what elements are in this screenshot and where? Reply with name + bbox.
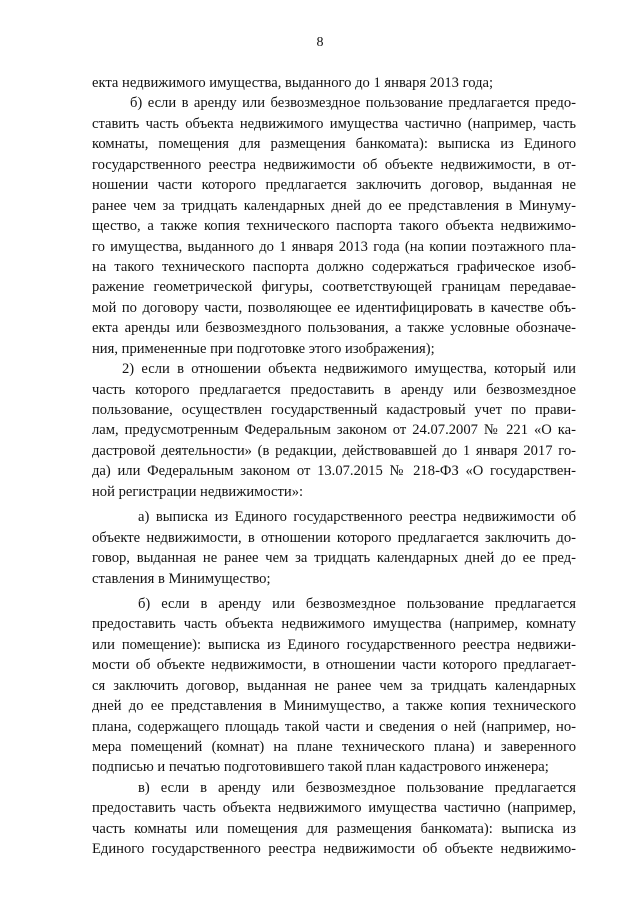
text-line: го имущества, выданного до 1 января 2013 года (на копии поэтажного пла- (92, 238, 576, 255)
text-line: ношении части которого предлагается заключить договор, выданная не (92, 177, 576, 194)
paragraph (92, 359, 576, 502)
document-body (92, 73, 576, 860)
text-line: ставить часть объекта недвижимого имущества частично (например, часть (92, 115, 576, 132)
text-line: б) если в аренду или безвозмездное пользование предлагается (138, 595, 576, 612)
text-line: государственного реестра недвижимости об объекте недвижимости, в от- (92, 156, 576, 173)
paragraph (92, 594, 576, 778)
text-line: пользование, осуществлен государственный кадастровый учет по прави- (92, 402, 576, 418)
paragraph (92, 778, 576, 860)
text-line: подписью и печатью подготовившего такой план кадастрового инженера; (92, 759, 549, 776)
text-line: предоставить часть объекта недвижимого имущества (например, комнату (92, 616, 576, 633)
text-line: говор, выданная не ранее чем за тридцать календарных дней до ее пред- (92, 550, 576, 567)
text-line: ставления в Минимущество; (92, 570, 271, 587)
text-line: дней до ее представления в Минимущество, а также копия технического (92, 698, 576, 715)
text-line: плана, содержащего площадь такой части и сведения о ней (например, но- (92, 718, 576, 735)
text-line: дастровой деятельности» (в редакции, действовавшей до 1 января 2017 го- (92, 442, 576, 459)
text-line: а) выписка из Единого государственного реестра недвижимости об (138, 509, 576, 526)
text-line: да) или Федеральным законом от 13.07.2015 № 218-ФЗ «О государствен- (92, 463, 576, 480)
text-line: комнаты, помещения для размещения банкомата): выписка из Единого (92, 136, 576, 153)
text-line: ранее чем за тридцать календарных дней до ее представления в Минуму- (92, 197, 576, 214)
text-line: на такого технического паспорта должно содержаться графическое изоб- (92, 258, 576, 275)
paragraph (92, 73, 576, 93)
text-line: мой по договору части, позволяющее ее идентифицировать в качестве объ- (92, 299, 576, 316)
text-line: объекте недвижимости, в отношении которого предлагается заключить до- (92, 529, 576, 546)
text-line: или помещение): выписка из Единого государственного реестра недвижи- (92, 636, 576, 653)
text-line: в) если в аренду или безвозмездное пользование предлагается (138, 779, 576, 796)
text-line: ной регистрации недвижимости»: (92, 483, 304, 500)
text-line: лам, предусмотренным Федеральным законом от 24.07.2007 № 221 «О ка- (92, 422, 576, 439)
page-number: 8 (316, 35, 324, 50)
text-line: б) если в аренду или безвозмездное пользование предлагается предо- (130, 95, 576, 112)
text-line: екта недвижимого имущества, выданного до 1 января 2013 года; (92, 75, 494, 91)
text-line: ния, примененные при подготовке этого изображения); (92, 340, 435, 357)
text-line: Единого государственного реестра недвижимости об объекте недвижимо- (92, 841, 576, 858)
text-line: мости об объекте недвижимости, в отношении части которого предлагает- (92, 657, 576, 674)
text-line: 2) если в отношении объекта недвижимого имущества, который или (122, 361, 576, 378)
paragraph (92, 507, 576, 589)
text-line: предоставить часть объекта недвижимого имущества частично (например, (92, 800, 576, 817)
text-line: мера помещений (комнат) на плане технического плана) и заверенного (92, 739, 576, 755)
text-line: екта аренды или безвозмездного пользования, а также условные обозначе- (92, 320, 576, 337)
text-line: ся заключить договор, выданная не ранее чем за тридцать календарных (92, 677, 576, 694)
text-line: щество, а также копия технического паспорта такого объекта недвижимо- (92, 218, 576, 235)
paragraph (92, 93, 576, 359)
text-line: часть комнаты или помещения для размещения банкомата): выписка из (92, 820, 576, 837)
text-line: часть которого предлагается предоставить в аренду или безвозмездное (92, 381, 576, 398)
text-line: ражение геометрической фигуры, соответствующей границам передавае- (92, 279, 576, 296)
